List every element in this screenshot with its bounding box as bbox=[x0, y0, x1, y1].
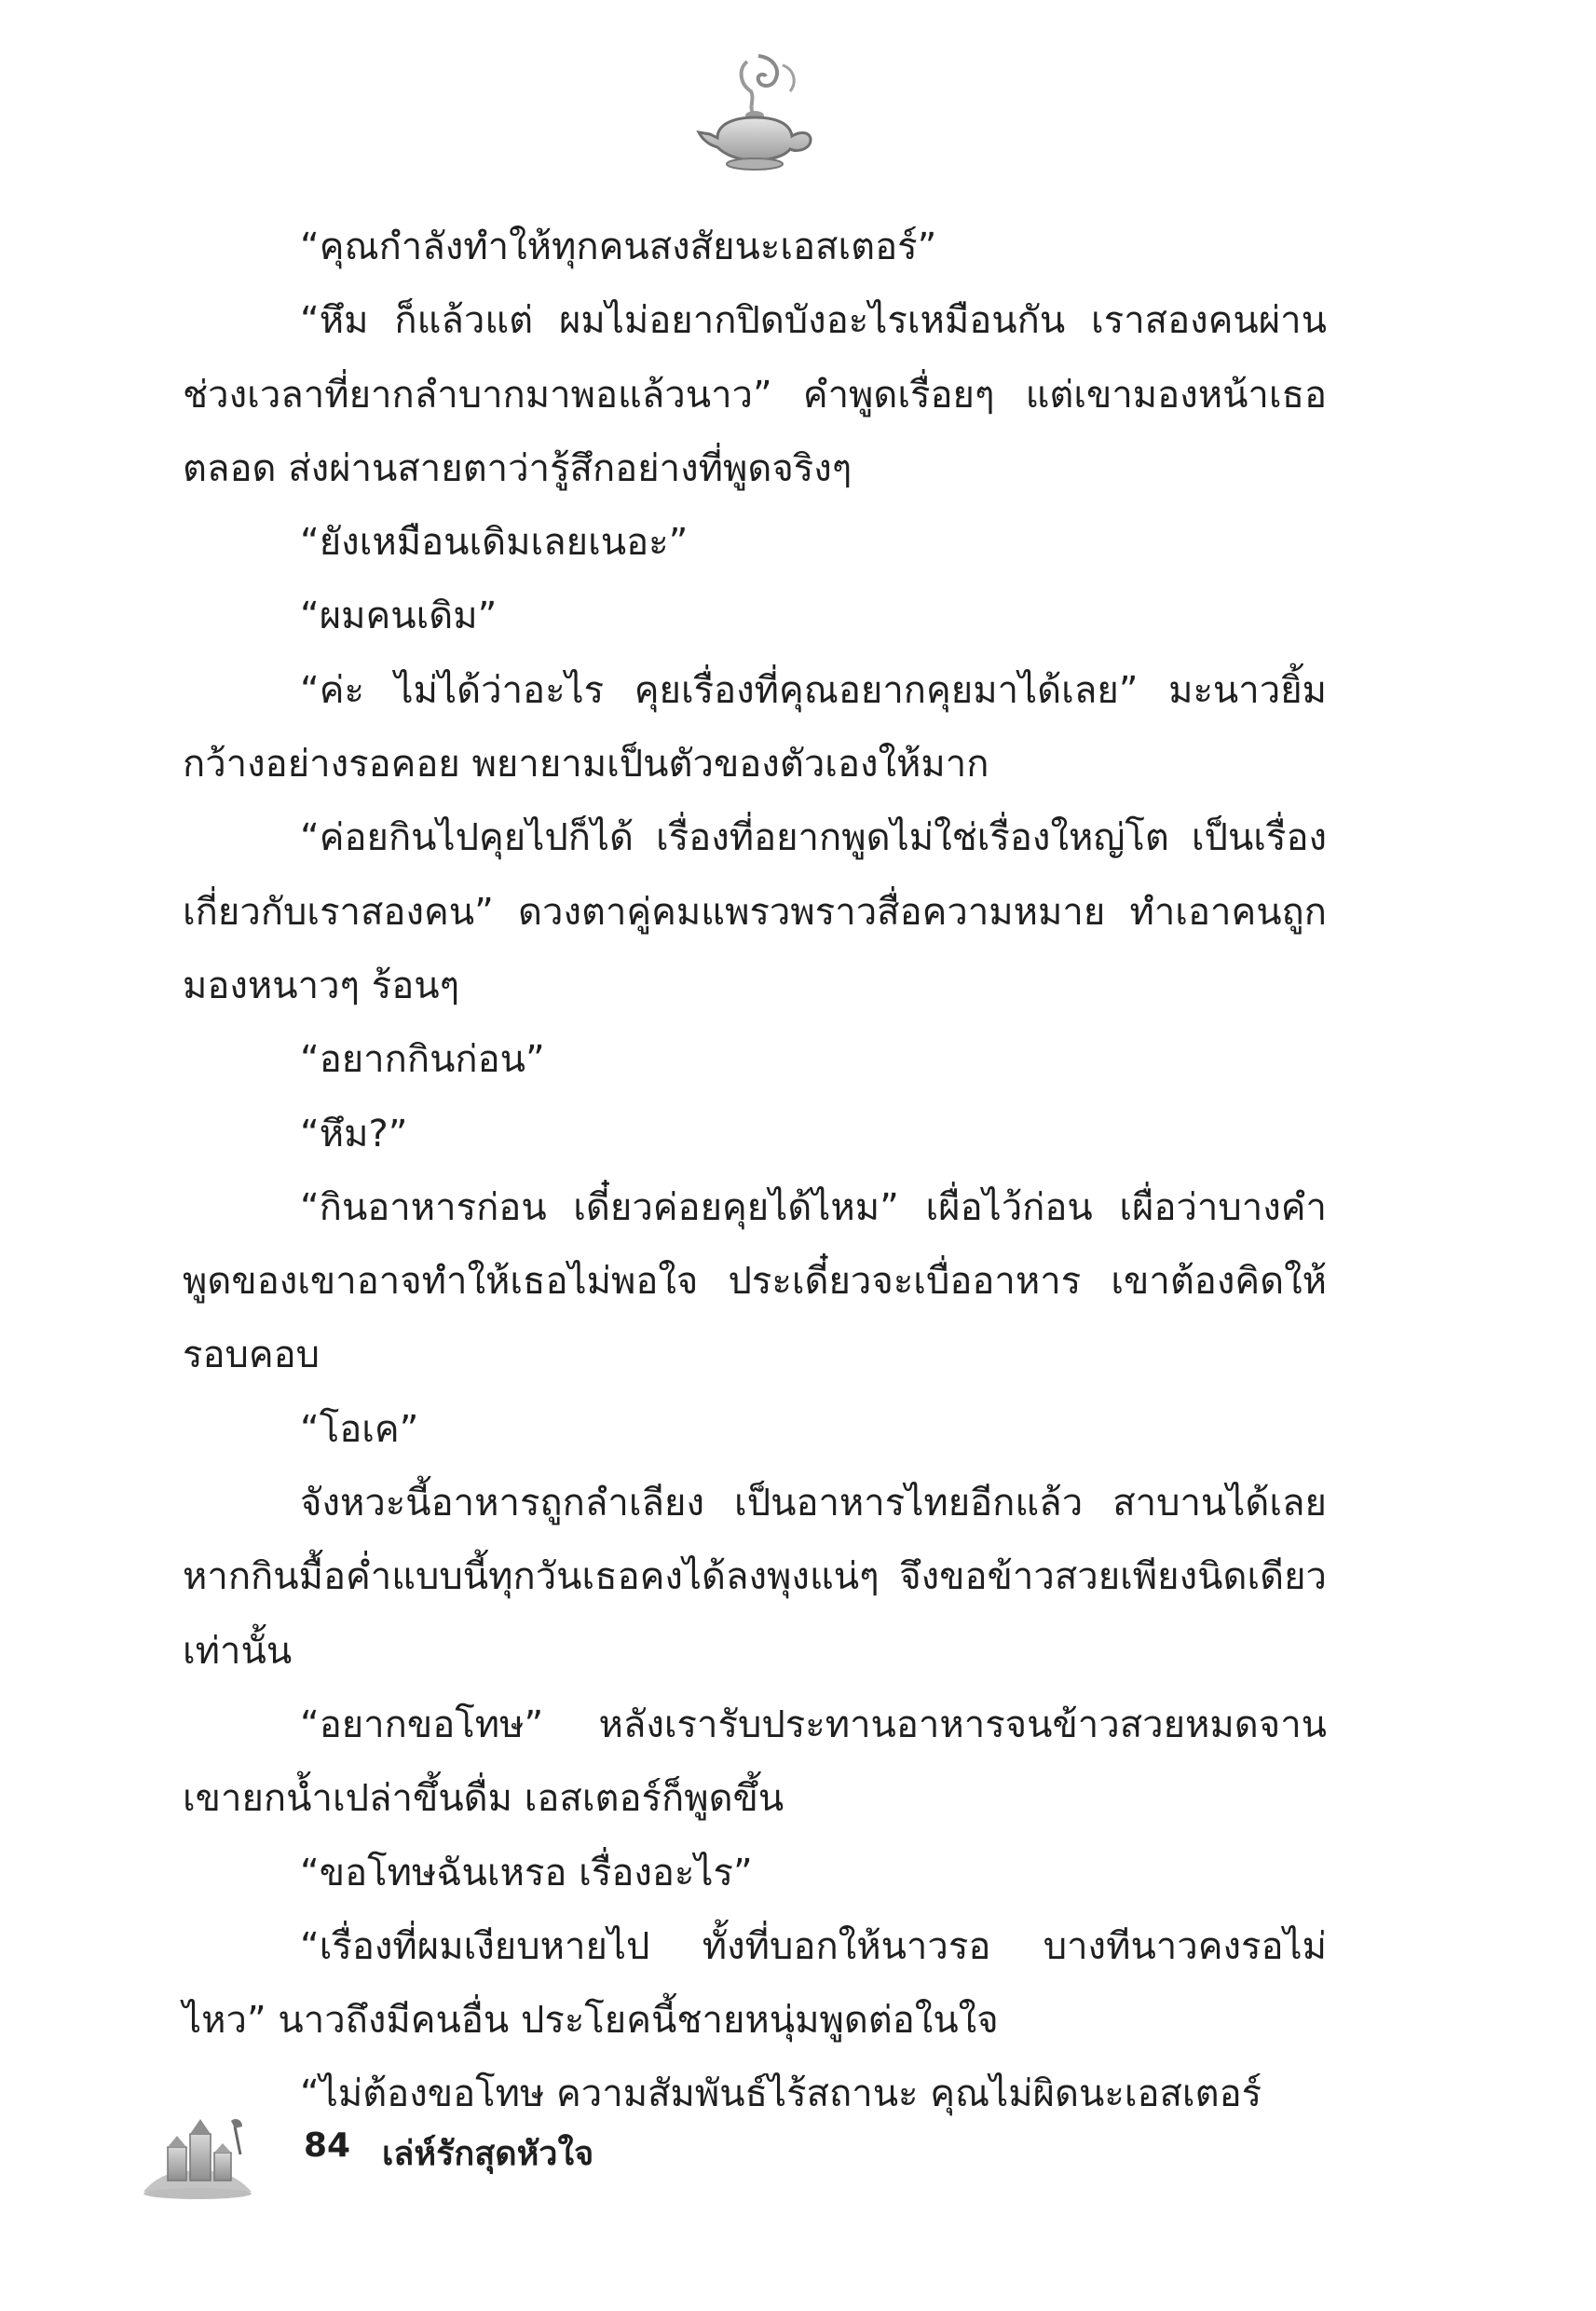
paragraph: “ค่อยกินไปคุยไปก็ได้ เรื่องที่อยากพูดไม่ใช่เรื่องใหญ่โต เป็นเรื่องเกี่ยวกับเราสองคน” ดวงตาคู่คมแพรวพราวสื่อความหมาย ทำเอาคนถูกมองหนาวๆ ร้อนๆ bbox=[183, 816, 1327, 1007]
paragraph: “หึม ก็แล้วแต่ ผมไม่อยากปิดบังอะไรเหมือนกัน เราสองคนผ่านช่วงเวลาที่ยากลำบากมาพอแล้วนาว” คำพูดเรื่อยๆ แต่เขามองหน้าเธอตลอด ส่งผ่านสายตาว่ารู้สึกอย่างที่พูดจริงๆ bbox=[183, 299, 1327, 490]
paragraph: “ไม่ต้องขอโทษ ความสัมพันธ์ไร้สถานะ คุณไม่ผิดนะเอสเตอร์ bbox=[300, 2072, 1262, 2116]
book-title: เล่ห์รักสุดหัวใจ bbox=[382, 2135, 594, 2173]
paragraph: “อยากกินก่อน” bbox=[300, 1038, 545, 1082]
sandcastle-icon bbox=[140, 2108, 255, 2201]
paragraph: “กินอาหารก่อน เดี๋ยวค่อยคุยได้ไหม” เผื่อไว้ก่อน เผื่อว่าบางคำพูดของเขาอาจทำให้เธอไม่พอใจ ประเดี๋ยวจะเบื่ออาหาร เขาต้องคิดให้รอบคอบ bbox=[183, 1185, 1327, 1377]
page-number: 84 bbox=[304, 2126, 351, 2165]
paragraph: “คุณกำลังทำให้ทุกคนสงสัยนะเอสเตอร์” bbox=[300, 226, 937, 268]
paragraph: “ผมคนเดิม” bbox=[300, 595, 498, 638]
paragraph: “หึม?” bbox=[300, 1112, 408, 1156]
paragraph: จังหวะนี้อาหารถูกลำเลียง เป็นอาหารไทยอีกแล้ว สาบานได้เลยหากกินมื้อค่ำแบบนี้ทุกวันเธอคงได้ลงพุงแน่ๆ จึงขอข้าวสวยเพียงนิดเดียวเท่านั้น bbox=[183, 1482, 1327, 1673]
paragraph: “เรื่องที่ผมเงียบหายไป ทั้งที่บอกให้นาวรอ บางทีนาวคงรอไม่ไหว” นาวถึงมีคนอื่น ประโยคนี้ชายหนุ่มพูดต่อในใจ bbox=[183, 1924, 1327, 2043]
paragraph: “อยากขอโทษ” หลังเรารับประทานอาหารจนข้าวสวยหมดจานเขายกน้ำเปล่าขึ้นดื่ม เอสเตอร์ก็พูดขึ้น bbox=[183, 1702, 1327, 1821]
page-footer bbox=[140, 2108, 885, 2201]
paragraph: “ค่ะ ไม่ได้ว่าอะไร คุยเรื่องที่คุณอยากคุยมาได้เลย” มะนาวยิ้มกว้างอย่างรอคอย พยายามเป็นตัวของตัวเองให้มาก bbox=[183, 668, 1327, 786]
genie-lamp-icon bbox=[693, 48, 818, 173]
body-text bbox=[183, 211, 1327, 2132]
paragraph: “ขอโทษฉันเหรอ เรื่องอะไร” bbox=[300, 1851, 753, 1894]
paragraph: “โอเค” bbox=[300, 1407, 419, 1451]
paragraph: “ยังเหมือนเดิมเลยเนอะ” bbox=[300, 521, 689, 565]
